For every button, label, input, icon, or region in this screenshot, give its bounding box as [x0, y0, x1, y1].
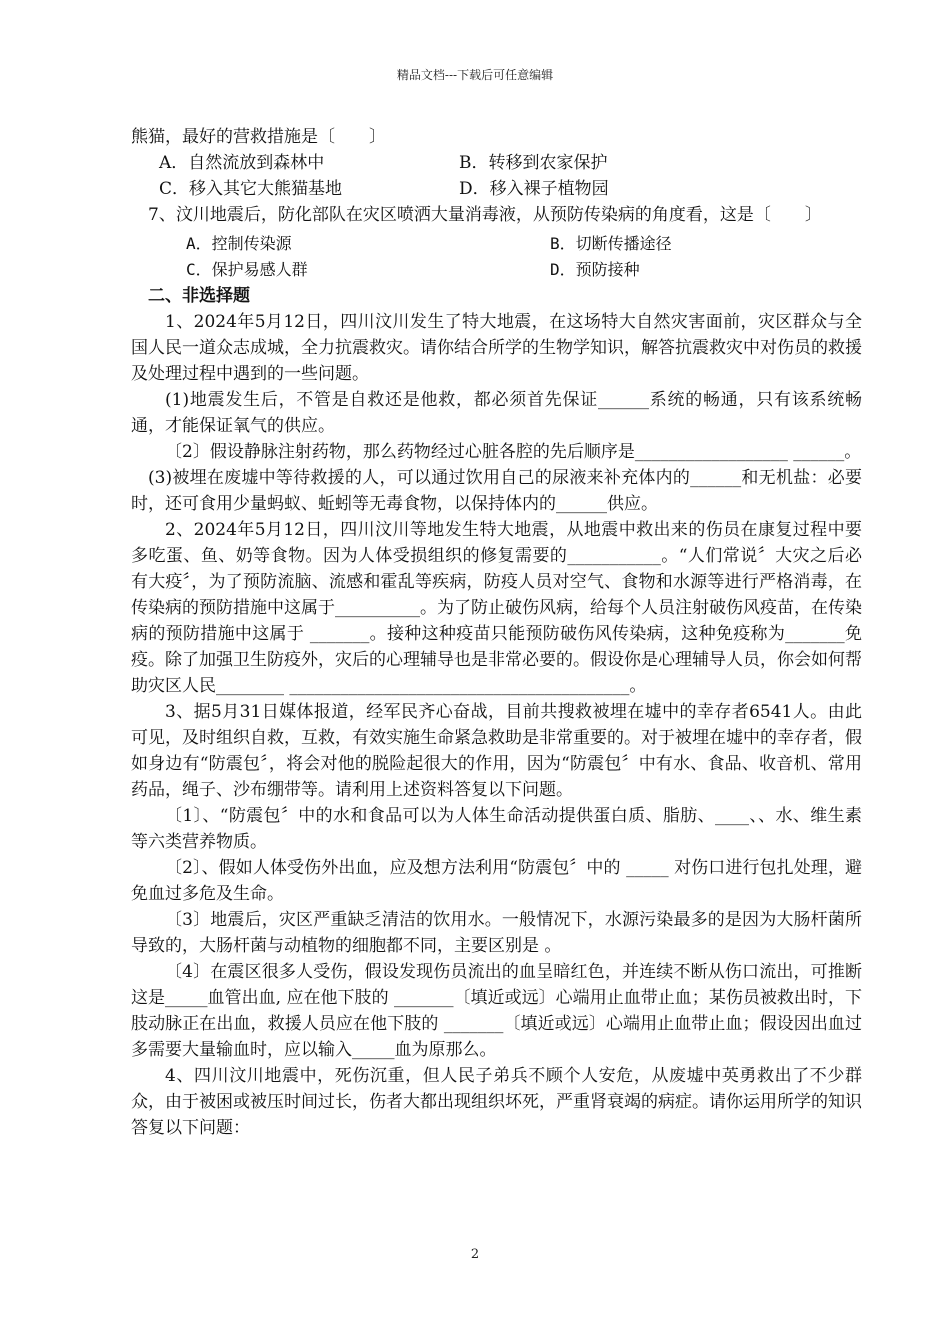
q1-sub3: (3)被埋在废墟中等待救援的人，可以通过饮用自己的尿液来补充体内的______和无机盐：必要时，还可食用少量蚂蚁、蚯蚓等无毒食物，以保持体内的______供应。 [131, 468, 862, 514]
q3-sub2: 〔2〕、假如人体受伤外出血，应及想方法利用“防震包〞中的 _____ 对伤口进行包扎处理，避免血过多危及生命。 [131, 858, 862, 904]
q7-option-d: D．预防接种 [550, 260, 640, 279]
q7-stem: 7、汶川地震后，防化部队在灾区喷洒大量消毒液，从预防传染病的角度看，这是〔 〕 [148, 205, 822, 225]
q3-intro: 3、据5月31日媒体报道，经军民齐心奋战，目前共搜救被埋在墟中的幸存者6541人。由此可见，及时组织自救，互救，有效实施生命紧急救助是非常重要的。对于被埋在墟中的幸存者，假如身边有“防震包〞，将会对他的脱险起很大的作用，因为“防震包〞中有水、食品、收音机、常用药品，绳子、沙布绷带等。请利用上述资料答复以下问题。 [131, 702, 862, 800]
q2-text: 2、2024年5月12日，四川汶川等地发生特大地震，从地震中救出来的伤员在康复过程中要多吃蛋、鱼、奶等食物。因为人体受损组织的修复需要的___________。“人们常说〞大灾之后必有大疫〞，为了预防流脑、流感和霍乱等疾病，防疫人员对空气、食物和水源等进行严格消毒，在传染病的预防措施中这属于__________。为了防止破伤风病，给每个人员注射破伤风疫苗，在传染病的预防措施中这属于 _______。接种这种疫苗只能预防破伤风传染病，这种免疫称为_______免疫。除了加强卫生防疫外，灾后的心理辅导也是非常必要的。假设你是心理辅导人员，你会如何帮助灾区人民________ ________________________________________。 [131, 520, 862, 696]
page-number: 2 [470, 1247, 480, 1262]
q7-option-a: A．控制传染源 [186, 234, 292, 253]
q6-option-a: A．自然流放到森林中 [159, 153, 325, 173]
q7-option-b: B．切断传播途径 [550, 234, 672, 253]
q3-sub4: 〔4〕在震区很多人受伤，假设发现伤员流出的血呈暗红色，并连续不断从伤口流出，可推断这是_____血管出血, 应在他下肢的 _______〔填近或远〕心端用止血带止血；某伤员被救出时，下肢动脉正在出血，救援人员应在他下肢的 _______〔填近或远〕心端用止血带止血；假设因出血过多需要大量输血时，应以输入_____血为原那么。 [131, 962, 862, 1060]
q1-sub1: (1)地震发生后，不管是自救还是他救，都必须首先保证______系统的畅通，只有该系统畅通，才能保证氧气的供应。 [131, 390, 862, 436]
q6-option-d: D．移入裸子植物园 [459, 179, 609, 199]
q1-intro: 1、2024年5月12日，四川汶川发生了特大地震，在这场特大自然灾害面前，灾区群众与全国人民一道众志成城，全力抗震救灾。请你结合所学的生物学知识，解答抗震救灾中对伤员的救援及处理过程中遇到的一些问题。 [131, 312, 862, 384]
q6-option-b: B．转移到农家保护 [459, 153, 608, 173]
q6-option-c: C．移入其它大熊猫基地 [159, 179, 343, 199]
q6-options-row2 [131, 176, 862, 202]
q6-stem: 熊猫，最好的营救措施是〔 〕 [131, 127, 386, 147]
q1-sub2: 〔2〕假设静脉注射药物，那么药物经过心脏各腔的先后顺序是__________________ ______。 [165, 442, 862, 462]
q6-options-row1 [131, 150, 862, 176]
q3-sub1: 〔1〕、“防震包〞中的水和食品可以为人体生命活动提供蛋白质、脂肪、____、、水、维生素等六类营养物质。 [131, 806, 862, 852]
q7-options-row2 [131, 257, 862, 283]
q7-option-c: C．保护易感人群 [186, 260, 308, 279]
page-header: 精品文档---下载后可任意编辑 [396, 68, 554, 82]
q7-options-row1 [131, 231, 862, 257]
section-heading: 二、非选择题 [148, 286, 250, 306]
q4-text: 4、四川汶川地震中，死伤沉重，但人民子弟兵不顾个人安危，从废墟中英勇救出了不少群众，由于被困或被压时间过长，伤者大都出现组织坏死，严重肾衰竭的病症。请你运用所学的知识答复以下问题： [131, 1066, 862, 1138]
document-body [131, 124, 862, 1141]
q3-sub3: 〔3〕地震后，灾区严重缺乏清洁的饮用水。一般情况下，水源污染最多的是因为大肠杆菌所导致的，大肠杆菌与动植物的细胞都不同，主要区别是 。 [131, 910, 862, 956]
